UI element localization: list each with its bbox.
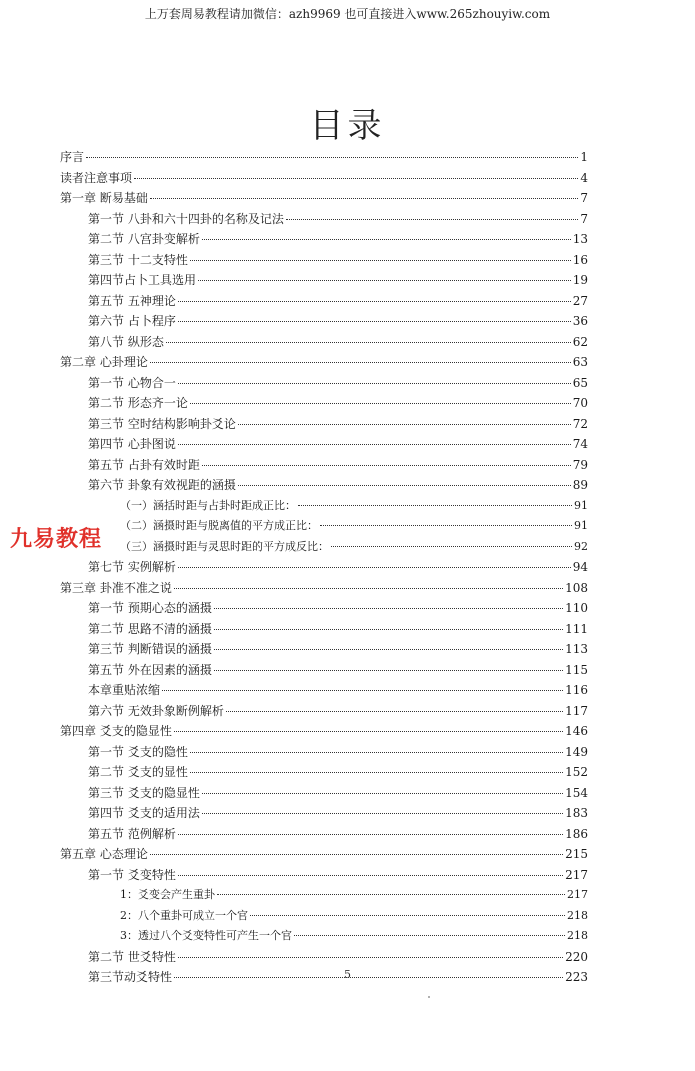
page-title: 目录 xyxy=(309,106,386,146)
toc-dot-leader xyxy=(294,935,565,936)
toc-entry-label: 第五节 外在因素的涵摄 xyxy=(88,662,212,677)
toc-entry-page: 115 xyxy=(565,662,588,677)
toc-entry xyxy=(60,374,588,395)
toc-entry xyxy=(60,538,588,559)
toc-entry-label: 第一节 心物合一 xyxy=(88,375,176,390)
toc-entry-label: 第二节 形态齐一论 xyxy=(88,396,188,410)
toc-entry-page: 108 xyxy=(565,580,588,595)
toc-entry-page: 91 xyxy=(574,519,588,532)
toc-entry-page: 92 xyxy=(574,539,588,553)
toc-dot-leader xyxy=(178,957,563,958)
toc-dot-leader xyxy=(214,649,563,650)
toc-dot-leader xyxy=(134,178,578,179)
toc-entry-page: 152 xyxy=(565,765,588,779)
toc-dot-leader xyxy=(286,219,579,220)
toc-dot-leader xyxy=(320,525,572,526)
toc-entry-label: 本章重贴浓缩 xyxy=(88,683,161,697)
toc-entry xyxy=(60,353,588,374)
toc-entry-label: 第一节 爻变特性 xyxy=(88,867,176,882)
toc-dot-leader xyxy=(226,711,563,712)
toc-entry-page: 7 xyxy=(580,211,588,226)
toc-entry-page: 117 xyxy=(565,703,588,718)
toc-dot-leader xyxy=(202,239,571,240)
toc-dot-leader xyxy=(178,301,571,302)
toc-dot-leader xyxy=(202,465,571,466)
toc-dot-leader xyxy=(217,894,565,895)
toc-entry-label: 第五节 占卦有效时距 xyxy=(88,457,200,472)
toc-entry xyxy=(60,845,588,866)
toc-entry xyxy=(60,640,588,661)
toc-entry-label: 第四章 爻支的隐显性 xyxy=(60,724,172,738)
toc-entry-page: 146 xyxy=(565,724,588,738)
toc-entry-label: 第三节 判断错误的涵摄 xyxy=(88,642,212,656)
toc-entry-label: 第一章 断易基础 xyxy=(60,191,148,205)
toc-entry xyxy=(60,722,588,743)
toc-entry xyxy=(60,661,588,682)
toc-entry-page: 217 xyxy=(565,867,588,882)
toc-entry xyxy=(60,558,588,579)
toc-entry-page: 65 xyxy=(572,375,588,390)
toc-dot-leader xyxy=(190,403,571,404)
toc-dot-leader xyxy=(166,342,571,343)
toc-entry-page: 63 xyxy=(572,355,588,369)
toc-dot-leader xyxy=(178,383,571,384)
toc-entry xyxy=(60,415,588,436)
toc-entry-page: 154 xyxy=(565,785,588,800)
toc-dot-leader xyxy=(202,793,563,794)
toc-entry xyxy=(60,251,588,272)
toc-dot-leader xyxy=(214,629,563,630)
toc-entry-label: 第二节 八宫卦变解析 xyxy=(88,232,200,246)
toc-entry xyxy=(60,312,588,333)
toc-entry xyxy=(60,579,588,600)
toc-entry xyxy=(60,271,588,292)
toc-dot-leader xyxy=(238,485,571,486)
toc-entry-label: （二）涵摄时距与脱离值的平方成正比： xyxy=(120,519,318,532)
toc-entry-label: 第八节 纵形态 xyxy=(88,334,164,349)
toc-entry-label: 序言 xyxy=(60,150,85,164)
toc-dot-leader xyxy=(190,260,571,261)
toc-entry xyxy=(60,210,588,231)
toc-dot-leader xyxy=(178,321,571,322)
toc-dot-leader xyxy=(202,813,563,814)
table-of-contents xyxy=(60,148,588,989)
toc-dot-leader xyxy=(214,608,563,609)
toc-entry-page: 79 xyxy=(572,457,588,472)
toc-dot-leader xyxy=(214,670,563,671)
toc-entry-label: 第二节 爻支的显性 xyxy=(88,765,188,779)
toc-dot-leader xyxy=(162,690,563,691)
toc-entry xyxy=(60,189,588,210)
toc-entry-page: 186 xyxy=(565,826,588,841)
toc-entry xyxy=(60,497,588,518)
toc-entry xyxy=(60,763,588,784)
toc-entry-label: 第四节占卜工具选用 xyxy=(88,273,197,287)
toc-entry xyxy=(60,681,588,702)
toc-dot-leader xyxy=(178,834,563,835)
scan-speck xyxy=(428,996,430,998)
toc-entry xyxy=(60,825,588,846)
toc-dot-leader xyxy=(190,772,563,773)
toc-entry-label: 1：爻变会产生重卦 xyxy=(120,888,215,901)
watermark-logo: 九易教程 xyxy=(8,522,104,553)
toc-entry-label: 第三节 十二支特性 xyxy=(88,252,188,267)
toc-entry-page: 62 xyxy=(572,334,588,349)
toc-entry xyxy=(60,333,588,354)
toc-entry-label: 第五章 心态理论 xyxy=(60,847,148,861)
toc-entry-page: 113 xyxy=(565,642,588,656)
toc-dot-leader xyxy=(86,157,578,158)
toc-entry-page: 217 xyxy=(567,888,588,901)
toc-entry-label: 第六节 卦象有效视距的涵摄 xyxy=(88,478,236,492)
toc-entry xyxy=(60,886,588,907)
toc-entry-page: 70 xyxy=(572,396,588,410)
toc-entry-page: 116 xyxy=(565,683,588,697)
toc-entry-label: 第五节 五神理论 xyxy=(88,293,176,308)
toc-dot-leader xyxy=(178,875,563,876)
toc-entry-label: 第一节 八卦和六十四卦的名称及记法 xyxy=(88,211,284,226)
toc-dot-leader xyxy=(298,505,572,506)
toc-entry-page: 111 xyxy=(565,621,588,636)
page-header: 上万套周易教程请加微信：azh9969 也可直接进入www.265zhouyiw.com xyxy=(144,7,551,21)
toc-entry xyxy=(60,866,588,887)
toc-entry xyxy=(60,435,588,456)
toc-dot-leader xyxy=(198,280,571,281)
toc-entry-label: 第二节 思路不清的涵摄 xyxy=(88,621,212,636)
toc-entry xyxy=(60,456,588,477)
toc-dot-leader xyxy=(178,567,571,568)
toc-entry xyxy=(60,230,588,251)
toc-entry-page: 7 xyxy=(580,191,588,205)
toc-entry-page: 27 xyxy=(572,293,588,308)
toc-entry-page: 91 xyxy=(574,498,588,512)
toc-entry-label: 第六节 占卜程序 xyxy=(88,314,176,328)
toc-entry-page: 89 xyxy=(572,478,588,492)
toc-dot-leader xyxy=(150,854,563,855)
toc-dot-leader xyxy=(178,444,571,445)
toc-entry-page: 110 xyxy=(565,601,588,615)
toc-entry-page: 215 xyxy=(565,847,588,861)
toc-entry-label: 第三节 爻支的隐显性 xyxy=(88,785,200,800)
toc-entry xyxy=(60,804,588,825)
toc-entry-label: 第五节 范例解析 xyxy=(88,826,176,841)
toc-entry-label: （三）涵摄时距与灵思时距的平方成反比： xyxy=(120,539,329,553)
toc-entry-label: 第三节动爻特性 xyxy=(88,970,173,984)
toc-entry xyxy=(60,907,588,928)
toc-entry-page: 36 xyxy=(572,314,588,328)
toc-entry-page: 183 xyxy=(565,806,588,820)
toc-dot-leader xyxy=(331,546,572,547)
toc-entry xyxy=(60,948,588,969)
toc-entry-label: 2：八个重卦可成立一个官 xyxy=(120,908,248,922)
toc-entry-page: 94 xyxy=(572,560,588,574)
toc-entry-label: 3：透过八个爻变特性可产生一个官 xyxy=(120,929,292,942)
toc-dot-leader xyxy=(238,424,571,425)
toc-entry-page: 223 xyxy=(565,970,588,984)
toc-dot-leader xyxy=(150,198,579,199)
toc-entry xyxy=(60,702,588,723)
toc-entry-label: 第三节 空时结构影响卦爻论 xyxy=(88,416,236,431)
toc-entry-label: （一）涵括时距与占卦时距成正比： xyxy=(120,498,296,512)
toc-entry-label: 第二章 心卦理论 xyxy=(60,355,148,369)
toc-dot-leader xyxy=(174,731,563,732)
toc-entry xyxy=(60,476,588,497)
toc-entry-label: 第一节 爻支的隐性 xyxy=(88,744,188,759)
toc-entry-label: 第四节 心卦图说 xyxy=(88,437,176,451)
toc-entry-page: 218 xyxy=(567,929,588,942)
toc-entry xyxy=(60,292,588,313)
toc-entry-label: 第一节 预期心态的涵摄 xyxy=(88,601,212,615)
toc-entry-label: 第四节 爻支的适用法 xyxy=(88,806,200,820)
toc-entry-page: 1 xyxy=(580,150,588,164)
toc-entry xyxy=(60,927,588,948)
toc-entry xyxy=(60,394,588,415)
toc-entry-label: 第六节 无效卦象断例解析 xyxy=(88,703,224,718)
toc-entry-page: 19 xyxy=(572,273,588,287)
toc-entry xyxy=(60,148,588,169)
toc-entry-page: 74 xyxy=(572,437,588,451)
toc-dot-leader xyxy=(190,752,563,753)
toc-entry xyxy=(60,599,588,620)
toc-entry-page: 220 xyxy=(565,949,588,964)
toc-entry xyxy=(60,743,588,764)
toc-entry xyxy=(60,620,588,641)
toc-dot-leader xyxy=(250,915,565,916)
toc-dot-leader xyxy=(150,362,571,363)
toc-entry-page: 16 xyxy=(572,252,588,267)
toc-entry xyxy=(60,784,588,805)
toc-entry-page: 72 xyxy=(572,416,588,431)
toc-entry xyxy=(60,517,588,538)
toc-dot-leader xyxy=(174,588,563,589)
toc-entry xyxy=(60,169,588,190)
toc-entry-page: 4 xyxy=(580,170,588,185)
page-number: 5 xyxy=(344,968,351,981)
toc-entry-label: 第三章 卦准不准之说 xyxy=(60,580,172,595)
toc-entry-label: 第二节 世爻特性 xyxy=(88,949,176,964)
toc-entry-label: 第七节 实例解析 xyxy=(88,560,176,574)
toc-entry-page: 149 xyxy=(565,744,588,759)
toc-entry-page: 13 xyxy=(572,232,588,246)
toc-entry-page: 218 xyxy=(567,908,588,922)
toc-entry-label: 读者注意事项 xyxy=(60,170,133,185)
